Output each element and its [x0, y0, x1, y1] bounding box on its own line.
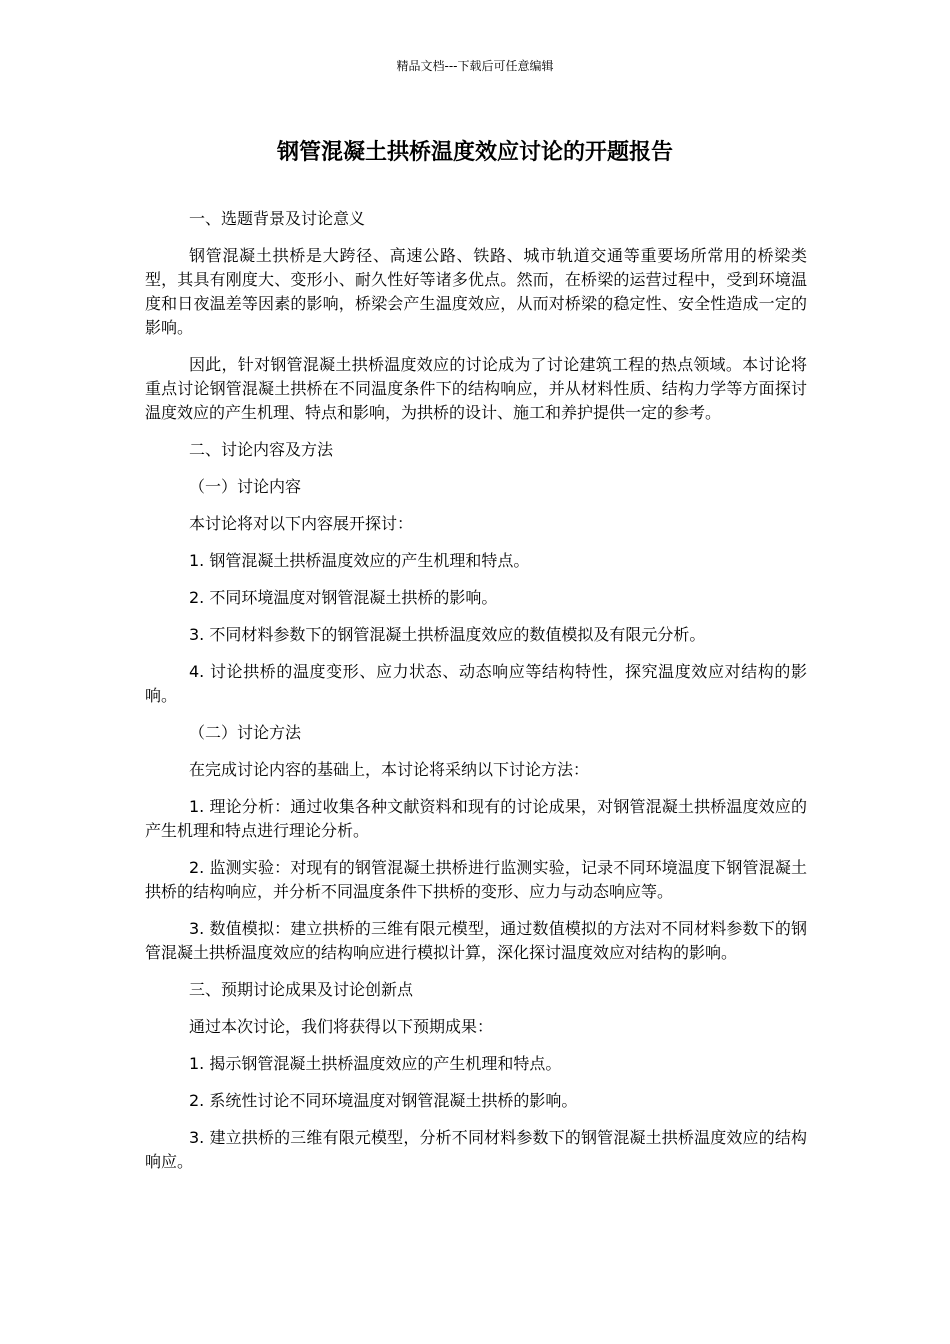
paragraph: 因此，针对钢管混凝土拱桥温度效应的讨论成为了讨论建筑工程的热点领域。本讨论将重点讨论钢管混凝土拱桥在不同温度条件下的结构响应，并从材料性质、结构力学等方面探讨温度效应的产生机理、特点和影响，为拱桥的设计、施工和养护提供一定的参考。 [145, 355, 807, 422]
list-item: 3. 建立拱桥的三维有限元模型，分析不同材料参数下的钢管混凝土拱桥温度效应的结构响应。 [145, 1128, 807, 1171]
list-item: 2. 系统性讨论不同环境温度对钢管混凝土拱桥的影响。 [189, 1091, 578, 1110]
subsection-heading-method: （二）讨论方法 [189, 723, 302, 742]
list-item: 2. 监测实验：对现有的钢管混凝土拱桥进行监测实验，记录不同环境温度下钢管混凝土拱桥的结构响应，并分析不同温度条件下拱桥的变形、应力与动态响应等。 [145, 858, 807, 901]
document-title: 钢管混凝土拱桥温度效应讨论的开题报告 [276, 140, 673, 165]
list-item: 3. 数值模拟：建立拱桥的三维有限元模型，通过数值模拟的方法对不同材料参数下的钢管混凝土拱桥温度效应的结构响应进行模拟计算，深化探讨温度效应对结构的影响。 [145, 919, 807, 962]
document-body [145, 207, 807, 1187]
paragraph: 在完成讨论内容的基础上，本讨论将采纳以下讨论方法： [189, 760, 590, 779]
subsection-heading-content: （一）讨论内容 [189, 477, 302, 496]
list-item: 1. 揭示钢管混凝土拱桥温度效应的产生机理和特点。 [189, 1054, 562, 1073]
section-heading-3: 三、预期讨论成果及讨论创新点 [189, 980, 414, 999]
paragraph: 通过本次讨论，我们将获得以下预期成果： [189, 1017, 494, 1036]
list-item: 4. 讨论拱桥的温度变形、应力状态、动态响应等结构特性，探究温度效应对结构的影响。 [145, 662, 807, 705]
list-item: 3. 不同材料参数下的钢管混凝土拱桥温度效应的数值模拟及有限元分析。 [189, 625, 706, 644]
section-heading-1: 一、选题背景及讨论意义 [189, 209, 366, 228]
list-item: 2. 不同环境温度对钢管混凝土拱桥的影响。 [189, 588, 498, 607]
section-heading-2: 二、讨论内容及方法 [189, 440, 334, 459]
paragraph: 钢管混凝土拱桥是大跨径、高速公路、铁路、城市轨道交通等重要场所常用的桥梁类型，其具有刚度大、变形小、耐久性好等诸多优点。然而，在桥梁的运营过程中，受到环境温度和日夜温差等因素的影响，桥梁会产生温度效应，从而对桥梁的稳定性、安全性造成一定的影响。 [145, 246, 807, 337]
list-item: 1. 钢管混凝土拱桥温度效应的产生机理和特点。 [189, 551, 530, 570]
list-item: 1. 理论分析：通过收集各种文献资料和现有的讨论成果，对钢管混凝土拱桥温度效应的产生机理和特点进行理论分析。 [145, 797, 807, 840]
paragraph: 本讨论将对以下内容展开探讨： [189, 514, 414, 533]
header-note: 精品文档---下载后可任意编辑 [396, 59, 554, 73]
